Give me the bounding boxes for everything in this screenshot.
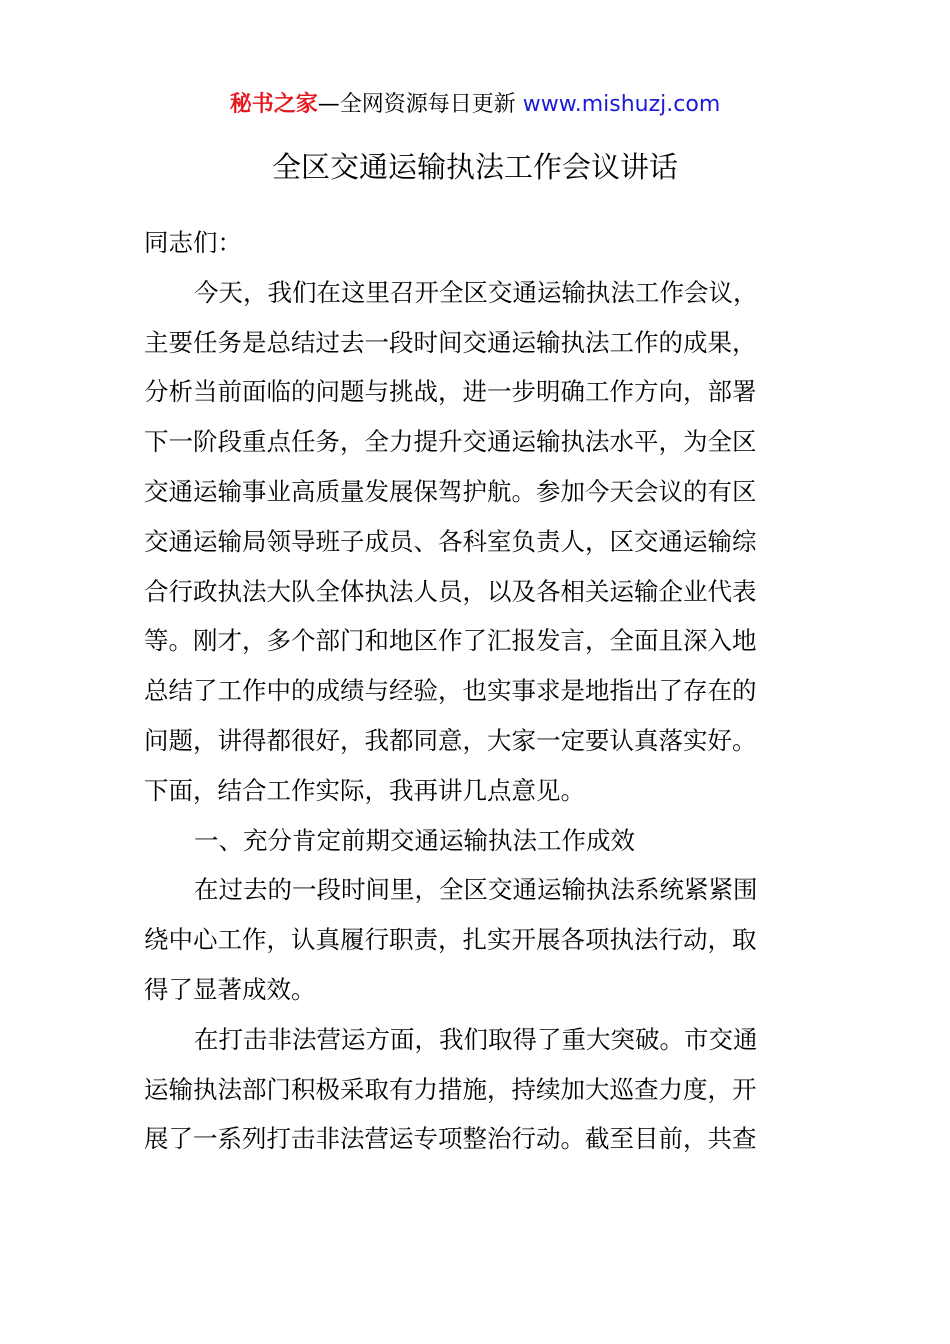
text-line: 合行政执法大队全体执法人员，以及各相关运输企业代表 (144, 576, 757, 606)
text-line: 在过去的一段时间里，全区交通运输执法系统紧紧围 (194, 875, 758, 905)
text-line: 下一阶段重点任务，全力提升交通运输执法水平，为全区 (144, 427, 757, 457)
text-line: 问题，讲得都很好，我都同意，大家一定要认真落实好。 (144, 725, 757, 755)
text-line: 展了一系列打击非法营运专项整治行动。截至目前，共查 (144, 1124, 757, 1154)
text-line: 主要任务是总结过去一段时间交通运输执法工作的成果， (144, 327, 757, 357)
text-line: 在打击非法营运方面，我们取得了重大突破。市交通 (194, 1024, 758, 1054)
site-url-link[interactable]: www.mishuzj.com (522, 92, 721, 117)
text-line: 下面，结合工作实际，我再讲几点意见。 (144, 775, 585, 805)
text-line: 今天，我们在这里召开全区交通运输执法工作会议， (194, 277, 758, 307)
brand-name: 秘书之家 (229, 92, 318, 117)
text-line: 分析当前面临的问题与挑战，进一步明确工作方向，部署 (144, 377, 757, 407)
text-line: 交通运输局领导班子成员、各科室负责人，区交通运输综 (144, 526, 757, 556)
text-line: 总结了工作中的成绩与经验，也实事求是地指出了存在的 (144, 676, 757, 706)
text-line: 同志们： (144, 228, 242, 257)
document-title: 全区交通运输执法工作会议讲话 (271, 150, 678, 184)
text-line: 一、充分肯定前期交通运输执法工作成效 (194, 825, 635, 855)
text-line: 等。刚才，多个部门和地区作了汇报发言，全面且深入地 (144, 626, 757, 656)
document-body (144, 218, 808, 1164)
text-line: 交通运输事业高质量发展保驾护航。参加今天会议的有区 (144, 476, 757, 506)
text-line: 得了显著成效。 (144, 974, 316, 1004)
header-tagline: —全网资源每日更新 (317, 92, 516, 117)
text-line: 绕中心工作，认真履行职责，扎实开展各项执法行动，取 (144, 925, 757, 955)
site-header (0, 88, 950, 122)
text-line: 运输执法部门积极采取有力措施，持续加大巡查力度，开 (144, 1074, 757, 1104)
